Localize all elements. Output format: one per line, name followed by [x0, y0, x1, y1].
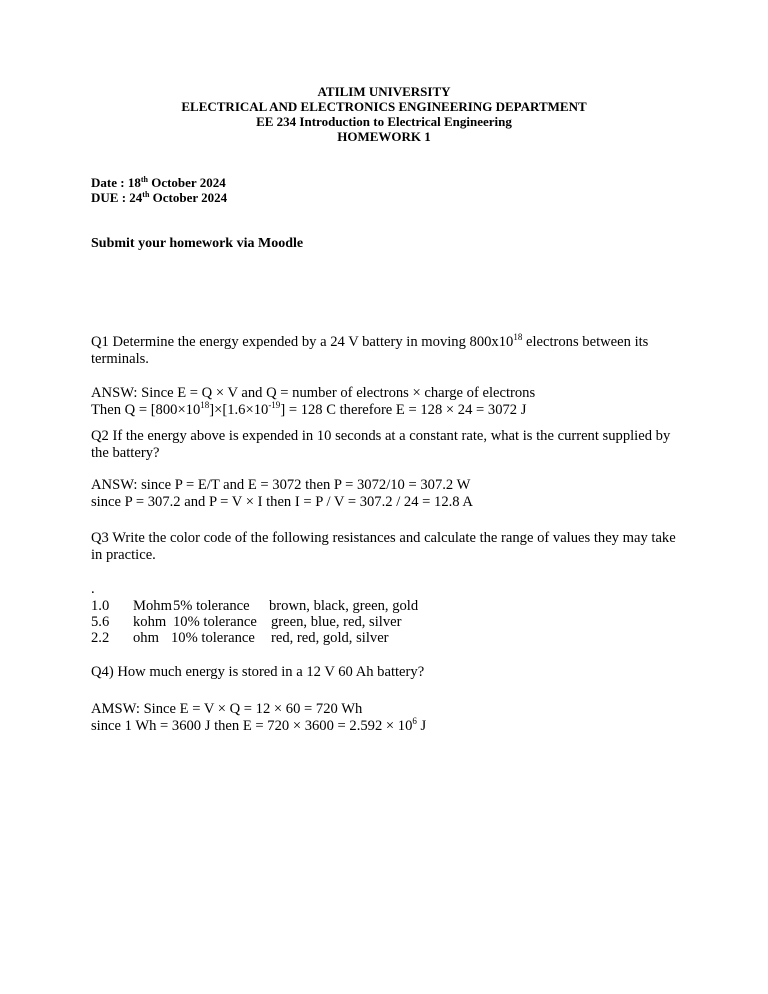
a4-text-b: J: [416, 718, 427, 734]
resistor-colors: brown, black, green, gold: [269, 598, 419, 614]
homework-title: HOMEWORK 1: [337, 129, 431, 144]
answer-2-line-1: ANSW: since P = E/T and E = 3072 then P = 3072/10 = 307.2 W: [91, 477, 471, 493]
question-2: [91, 428, 681, 462]
university-name: ATILIM UNIVERSITY: [317, 84, 451, 99]
a1-sup-1: 18: [200, 400, 210, 410]
question-1: [91, 334, 681, 368]
question-3: [91, 530, 681, 564]
due-date-label: DUE : 24: [91, 190, 143, 205]
due-date-rest: October 2024: [149, 190, 228, 205]
answer-1: [91, 385, 681, 419]
issue-date-label: Date : 18: [91, 175, 141, 190]
answer-4-line-1: AMSW: Since E = V × Q = 12 × 60 = 720 Wh: [91, 701, 363, 717]
issue-date: [91, 175, 227, 190]
stray-dot: .: [91, 581, 95, 597]
answer-4: [91, 701, 681, 735]
a4-sup: 6: [412, 716, 417, 726]
resistor-tolerance: 5% tolerance: [173, 598, 250, 614]
a1-sup-2: -19: [268, 400, 281, 410]
due-date-sup: th: [142, 190, 150, 199]
issue-date-sup: th: [140, 175, 148, 184]
resistor-row: [91, 630, 418, 646]
resistor-row: [91, 614, 418, 630]
q3-text: Q3 Write the color code of the following resistances and calculate the range of values they may take in practice.: [91, 530, 676, 563]
a1-text-c: ] = 128 C therefore E = 128 × 24 = 3072 J: [280, 402, 527, 418]
resistor-table: [91, 598, 418, 646]
q2-text: Q2 If the energy above is expended in 10 seconds at a constant rate, what is the current supplied by the battery?: [91, 428, 671, 461]
resistor-row: [91, 598, 418, 614]
a1-text-a: Then Q = [800×10: [91, 402, 201, 418]
a1-text-b: ]×[1.6×10: [209, 402, 269, 418]
a4-text-a: since 1 Wh = 3600 J then E = 720 × 3600 = 2.592 × 10: [91, 718, 413, 734]
submit-instructions: Submit your homework via Moodle: [91, 236, 304, 251]
due-date: [91, 190, 227, 205]
resistor-colors: green, blue, red, silver: [271, 614, 402, 630]
question-4: [91, 664, 681, 681]
resistor-value: 2.2: [91, 630, 110, 646]
document-header: [0, 84, 768, 144]
resistor-unit: Mohm: [133, 598, 172, 614]
answer-1-line-2: [91, 402, 681, 419]
resistor-tolerance: 10% tolerance: [171, 630, 255, 646]
answer-4-line-2: [91, 718, 681, 735]
q1-sup: 18: [513, 332, 523, 342]
answer-2: [91, 477, 681, 511]
resistor-unit: kohm: [133, 614, 167, 630]
resistor-value: 5.6: [91, 614, 110, 630]
issue-date-rest: October 2024: [147, 175, 226, 190]
resistor-colors: red, red, gold, silver: [271, 630, 389, 646]
course-title: EE 234 Introduction to Electrical Engineering: [256, 114, 512, 129]
department-name: ELECTRICAL AND ELECTRONICS ENGINEERING DEPARTMENT: [181, 99, 587, 114]
resistor-tolerance: 10% tolerance: [173, 614, 257, 630]
q4-text: Q4) How much energy is stored in a 12 V 60 Ah battery?: [91, 664, 425, 680]
q1-text-a: Q1 Determine the energy expended by a 24 V battery in moving 800x10: [91, 334, 514, 350]
resistor-value: 1.0: [91, 598, 110, 614]
resistor-unit: ohm: [133, 630, 159, 646]
q1-text-b: electrons between its terminals.: [91, 334, 649, 367]
dates-block: [91, 175, 227, 205]
answer-2-line-2: since P = 307.2 and P = V × I then I = P / V = 307.2 / 24 = 12.8 A: [91, 494, 473, 510]
answer-1-line-1: ANSW: Since E = Q × V and Q = number of electrons × charge of electrons: [91, 385, 536, 401]
